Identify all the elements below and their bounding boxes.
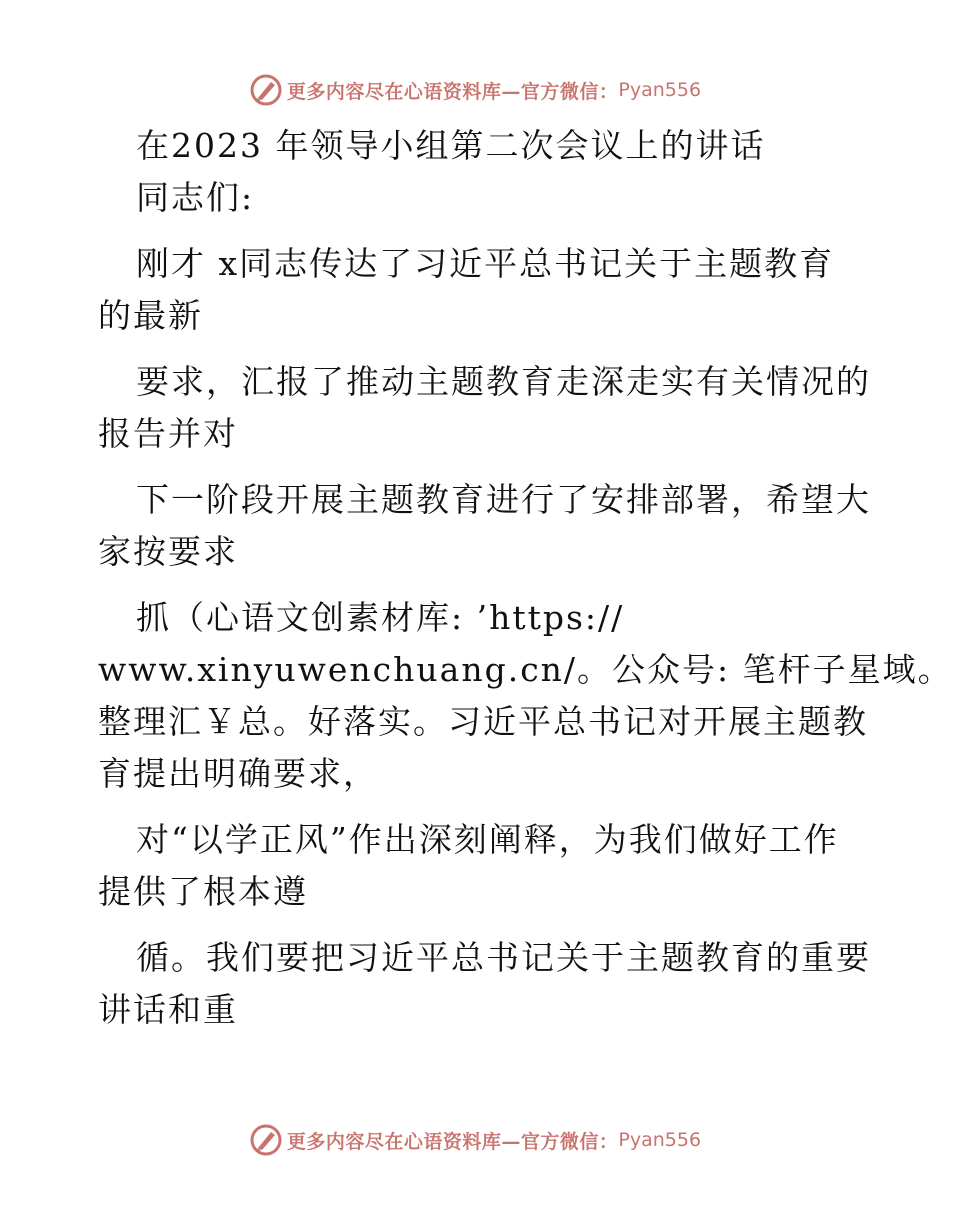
header-banner: [0, 70, 950, 110]
document-body: [98, 120, 953, 1036]
doc-line: 整理汇￥总。好落实。习近平总书记对开展主题教: [98, 702, 868, 741]
doc-line: 的最新: [98, 296, 203, 335]
doc-line: 要求，汇报了推动主题教育走深走实有关情况的: [136, 362, 871, 401]
doc-title: 在2023 年领导小组第二次会议上的讲话: [136, 126, 766, 165]
pen-logo-icon: [249, 73, 283, 107]
doc-line: 提供了根本遵: [98, 872, 308, 911]
banner-wechat-id: Pyan556: [618, 79, 702, 101]
doc-salutation: 同志们:: [136, 178, 255, 217]
doc-line: 刚才 x同志传达了习近平总书记关于主题教育: [136, 244, 835, 283]
doc-line: www.xinyuwenchuang.cn/。公众号: 笔杆子星域。: [98, 650, 953, 689]
banner-text: 更多内容尽在心语资料库—官方微信：: [286, 80, 619, 103]
banner-wechat-id: Pyan556: [618, 1129, 702, 1151]
doc-line: 家按要求: [98, 532, 238, 571]
pen-logo-icon: [249, 1123, 283, 1157]
banner-text: 更多内容尽在心语资料库—官方微信：: [286, 1130, 619, 1153]
footer-banner: [0, 1120, 950, 1160]
doc-line: 育提出明确要求，: [98, 754, 378, 793]
doc-line: 循。我们要把习近平总书记关于主题教育的重要: [136, 938, 871, 977]
doc-line: 下一阶段开展主题教育进行了安排部署，希望大: [136, 480, 871, 519]
doc-line: 对“以学正风”作出深刻阐释，为我们做好工作: [136, 820, 839, 859]
doc-line: 抓（心语文创素材库: ’https://: [136, 598, 625, 637]
doc-line: 报告并对: [98, 414, 238, 453]
doc-line: 讲话和重: [98, 990, 238, 1029]
